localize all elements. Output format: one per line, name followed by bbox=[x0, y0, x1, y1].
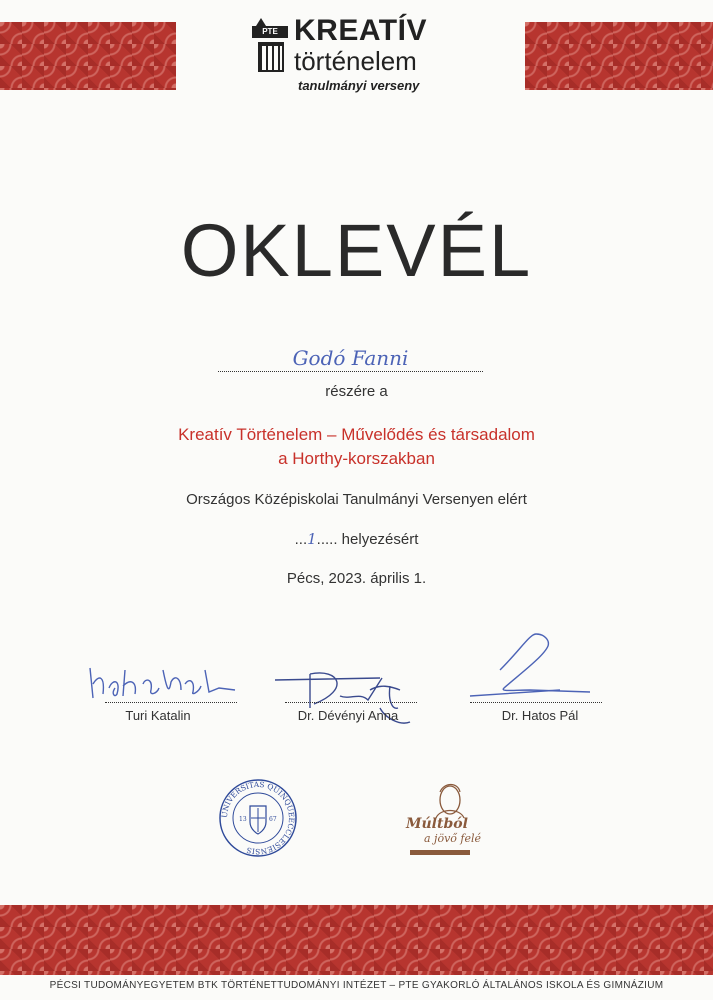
name-dotted-line bbox=[218, 371, 483, 372]
logo-line2: történelem bbox=[294, 46, 417, 76]
seal-year-right: 67 bbox=[269, 816, 277, 823]
decorative-band-top-right bbox=[525, 22, 713, 90]
decorative-band-bottom bbox=[0, 905, 713, 975]
placement-suffix: ..... helyezésért bbox=[316, 531, 419, 548]
placement-number: 1 bbox=[307, 530, 317, 548]
competition-level: Országos Középiskolai Tanulmányi Versenyen elért bbox=[186, 491, 527, 508]
column-icon bbox=[258, 42, 284, 72]
signature-line-1 bbox=[105, 702, 237, 703]
university-seal-icon bbox=[218, 778, 298, 858]
issue-date: Pécs, 2023. április 1. bbox=[286, 570, 427, 587]
placement-prefix: ... bbox=[294, 531, 308, 548]
signature-turi bbox=[85, 660, 245, 705]
signatory-name-3: Dr. Hatos Pál bbox=[501, 708, 579, 723]
seal-year-left: 13 bbox=[239, 816, 247, 823]
emblem-line2: a jövő felé bbox=[424, 832, 482, 845]
recipient-name: Godó Fanni bbox=[292, 346, 409, 370]
signature-line-2 bbox=[285, 702, 417, 703]
recipient-suffix: részére a bbox=[325, 383, 388, 400]
signatory-name-2: Dr. Dévényi Anna bbox=[297, 708, 399, 723]
logo-line3: tanulmányi verseny bbox=[298, 78, 420, 93]
logo-line1: KREATÍV bbox=[294, 14, 427, 47]
emblem-line1: Múltból bbox=[406, 816, 468, 832]
footer-institutions: PÉCSI TUDOMÁNYEGYETEM BTK TÖRTÉNETTUDOMÁNYI INTÉZET – PTE GYAKORLÓ ÁLTALÁNOS ISKOLA ÉS GIMNÁZIUM bbox=[49, 980, 664, 991]
seal-text: UNIVERSITAS QUINQUEECCLESIENSIS bbox=[219, 779, 297, 857]
anniversary-emblem-icon bbox=[400, 778, 485, 863]
signature-line-3 bbox=[470, 702, 602, 703]
competition-title-line2: a Horthy-korszakban bbox=[278, 449, 435, 468]
placement-line bbox=[0, 530, 713, 548]
competition-logo bbox=[252, 14, 462, 98]
document-title: OKLEVÉL bbox=[180, 209, 533, 292]
logo-badge: PTE bbox=[252, 26, 288, 38]
competition-title-line1: Kreatív Történelem – Művelődés és társadalom bbox=[178, 425, 535, 444]
signatory-name-1: Turi Katalin bbox=[125, 708, 191, 723]
decorative-band-top-left bbox=[0, 22, 176, 90]
signature-hatos bbox=[460, 630, 610, 700]
